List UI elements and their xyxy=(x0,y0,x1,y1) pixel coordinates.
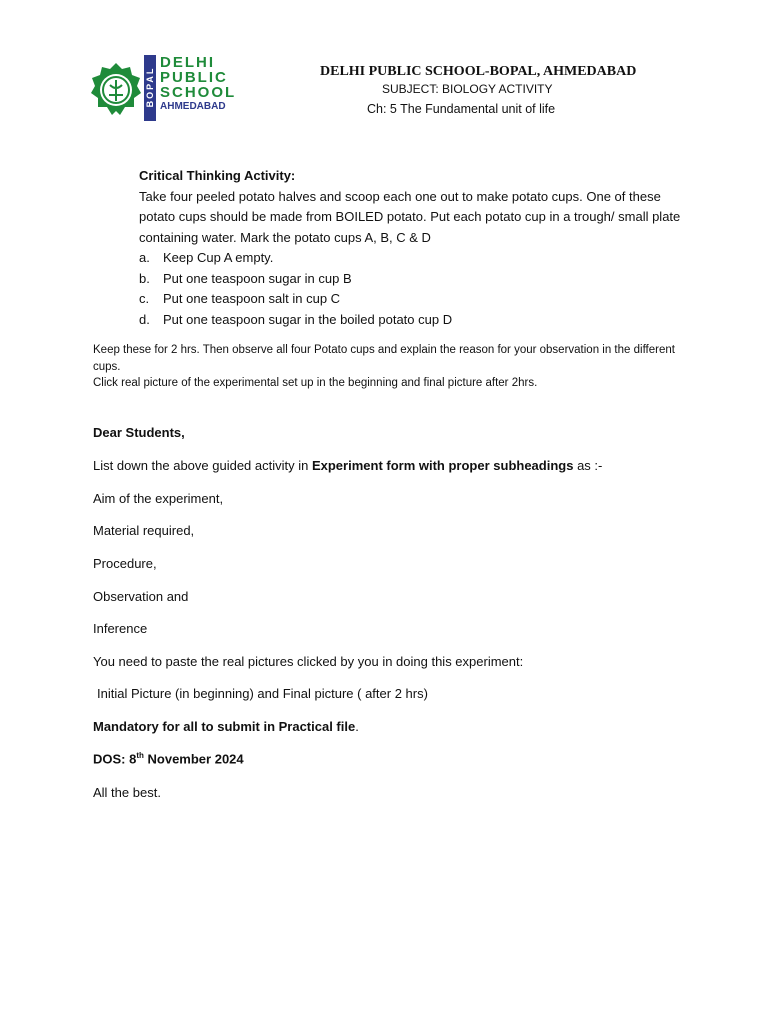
paste-pictures-note: You need to paste the real pictures clicked by you in doing this experiment: xyxy=(93,654,524,669)
step-text: Keep Cup A empty. xyxy=(163,250,274,265)
step-item xyxy=(139,289,699,310)
instruction-emphasis: Experiment form with proper subheadings xyxy=(311,458,574,473)
chapter-heading: Ch: 5 The Fundamental unit of life xyxy=(367,102,556,116)
step-text: Put one teaspoon sugar in the boiled potato cup D xyxy=(163,311,453,327)
activity-steps xyxy=(139,248,699,330)
step-item xyxy=(139,310,699,331)
closing-line: All the best. xyxy=(93,785,161,800)
dos-suffix: November 2024 xyxy=(143,751,244,767)
activity-title: Critical Thinking Activity: xyxy=(139,168,296,183)
note-line-1: Keep these for 2 hrs. Then observe all four Potato cups and explain the reason for your observation in the different cups. xyxy=(93,344,675,373)
subheading-procedure: Procedure, xyxy=(93,556,157,571)
observation-note xyxy=(93,342,683,392)
logo-side-bar xyxy=(144,55,156,121)
step-marker: b. xyxy=(139,270,150,286)
dos-prefix: DOS: 8 xyxy=(93,751,137,767)
step-item xyxy=(139,248,699,269)
instruction-prefix: List down the above guided activity in xyxy=(93,458,312,473)
logo-wordmark xyxy=(160,55,236,114)
step-marker: a. xyxy=(139,250,150,265)
step-marker: d. xyxy=(139,311,150,327)
subheading-material: Material required, xyxy=(93,523,195,538)
subheading-aim: Aim of the experiment, xyxy=(93,491,224,506)
greeting: Dear Students, xyxy=(93,425,185,440)
school-name: DELHI PUBLIC SCHOOL-BOPAL, AHMEDABAD xyxy=(320,64,637,79)
school-emblem-icon xyxy=(90,61,142,119)
date-of-submission xyxy=(93,751,244,766)
logo-line-3: SCHOOL xyxy=(160,84,237,101)
school-logo xyxy=(90,54,237,125)
logo-bar-text: BOPAL xyxy=(145,66,155,108)
dos-superscript: th xyxy=(136,751,144,760)
logo-line-2: PUBLIC xyxy=(160,69,228,86)
step-item xyxy=(139,269,699,290)
logo-line-1: DELHI xyxy=(160,54,215,71)
instruction-suffix: as :- xyxy=(573,458,603,473)
subheading-inference: Inference xyxy=(93,621,148,636)
mandatory-end: . xyxy=(355,719,359,734)
logo-line-4: AHMEDABAD xyxy=(160,101,226,112)
subheading-observation: Observation and xyxy=(93,589,189,604)
pictures-line: Initial Picture (in beginning) and Final picture ( after 2 hrs) xyxy=(97,686,428,701)
mandatory-line xyxy=(93,719,359,734)
instruction-line xyxy=(93,458,602,473)
note-line-2: Click real picture of the experimental set up in the beginning and final picture after 2hrs. xyxy=(93,377,538,389)
step-text: Put one teaspoon salt in cup C xyxy=(163,291,341,306)
step-marker: c. xyxy=(139,291,150,306)
activity-section xyxy=(139,166,699,330)
mandatory-text: Mandatory for all to submit in Practical file xyxy=(93,719,356,734)
activity-intro: Take four peeled potato halves and scoop each one out to make potato cups. One of these potato cups should be made from BOILED potato. Put each potato cup in a trough/ small plate containing water. Mark the potato cups A, B, C & D xyxy=(139,188,681,245)
subject-heading: SUBJECT: BIOLOGY ACTIVITY xyxy=(382,82,553,96)
step-text: Put one teaspoon sugar in cup B xyxy=(163,270,352,286)
